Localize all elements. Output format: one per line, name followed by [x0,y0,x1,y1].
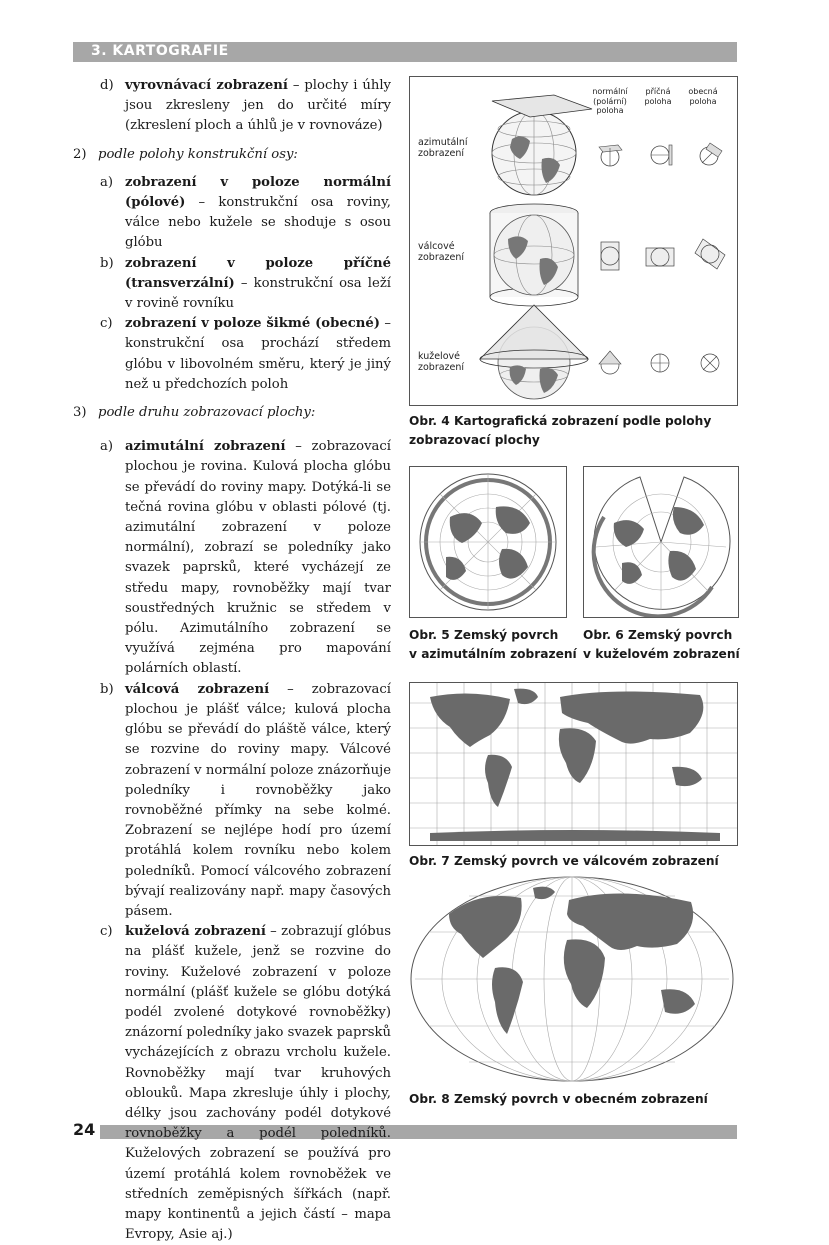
term: zobrazení v poloze normální (pólové) [125,174,391,211]
chapter-title: 3. KARTOGRAFIE [91,43,229,59]
azimuthal-normal-icon [596,141,624,169]
list-item-2b [73,254,391,315]
figure-8-oblique-map [409,874,736,1084]
term: válcová zobrazení [125,681,270,697]
list-item-3b [73,680,391,922]
item-marker: c) [100,316,113,332]
cylindrical-normal-icon [596,239,624,273]
list-item-2c [73,314,391,395]
caption-line: v azimutálním zobrazení [409,647,577,661]
section-2-heading [73,145,391,165]
figure-6-caption [583,626,743,664]
figure-8-caption: Obr. 8 Zemský povrch v obecném zobrazení [409,1092,708,1106]
page-number: 24 [73,1120,96,1139]
item-marker: c) [100,924,113,940]
definition: – zobrazují glóbus na plášť kužele, jenž se rozvine do roviny. Kuželové zobrazení v poloze normální (plášť kužele se glóbu dotýká podél zvolené dotykové rovnoběžky) znázorní poledníky jako svazek paprsků vycházejících z obrazu vrcholu kužele. Rovnoběžky mají tvar kruhových oblouků. Mapa zkresluje úhly i plochy, délky jsou zachovány podél dotykové rovnoběžky a podél poledníků. Kuželových zobrazení se používá pro území protáhlá kolem rovnoběžek ve středních zeměpisných šířkách (např. mapy kontinentů a jejich částí – mapa Evropy, Asie aj.) [125,924,392,1243]
term: zobrazení v poloze šikmé (obecné) [125,316,380,332]
figure-4-projection-table [409,76,738,406]
item-marker: b) [100,681,114,697]
definition: – konstrukční osa prochází středem glóbu v libovolném směru, který je jiný než u předchozích poloh [125,316,391,392]
caption-line: zobrazovací plochy [409,433,540,447]
figure-7-caption: Obr. 7 Zemský povrch ve válcovém zobrazení [409,854,719,868]
conic-globe-illustration [476,303,596,403]
list-item-3c [73,922,391,1245]
caption-line: Obr. 4 Kartografická zobrazení podle polohy [409,414,712,428]
section-marker: 3) [73,405,87,421]
chapter-header-bar [73,42,737,62]
definition: – zobrazovací plochou je rovina. Kulová plocha glóbu se převádí do roviny mapy. Dotýká-li se tečná rovina glóbu v oblasti pólové (tj. azimutální zobrazení v poloze normální), zobrazí se poledníky jako svazek paprsků, které vycházejí ze středu mapy, rovnoběžky mají tvar soustředných kružnic se středem v pólu. Azimutálního zobrazení se využívá zejména pro mapování polárních oblastí. [125,439,391,677]
column-header-transverse: příčná poloha [644,87,672,106]
caption-line: Obr. 5 Zemský povrch [409,628,559,642]
azimuthal-globe-illustration [482,89,602,199]
item-marker: a) [100,174,114,190]
figure-6-conic-map [583,466,739,618]
column-header-normal: normální (polární) poloha [592,87,628,115]
definition: – konstrukční osa leží v rovině rovníku [125,275,391,312]
term: kuželová zobrazení [125,924,266,940]
list-item-d [73,76,391,137]
list-item-2a [73,173,391,254]
figure-5-azimuthal-map [409,466,567,618]
figure-4-caption [409,412,739,450]
definition: – plochy i úhly jsou zkresleny jen do určité míry (zkreslení ploch a úhlů je v rovnováze) [125,78,391,134]
item-marker: b) [100,255,114,271]
cylindrical-transverse-icon [643,243,677,271]
body-text-column [73,76,391,1245]
term: zobrazení v poloze příčné (transverzální) [125,255,391,291]
section-title: podle polohy konstrukční osy: [98,146,298,162]
cylindrical-globe-illustration [482,199,592,309]
conic-transverse-icon [646,349,674,377]
azimuthal-transverse-icon [646,141,674,169]
figure-5-caption [409,626,579,664]
term: azimutální zobrazení [125,439,286,455]
figure-7-cylindrical-map [409,682,738,846]
item-marker: a) [100,439,114,455]
conic-normal-icon [596,349,624,377]
section-3-heading [73,403,391,423]
column-header-oblique: obecná poloha [688,87,718,106]
cylindrical-oblique-icon [693,237,727,271]
conic-oblique-icon [696,349,724,377]
term: vyrovnávací zobrazení [125,78,288,93]
item-marker: d) [100,78,114,93]
row-label-cylindrical: válcové zobrazení [418,241,465,263]
list-item-3a [73,437,391,679]
row-label-azimuthal: azimutální zobrazení [418,137,468,159]
azimuthal-oblique-icon [696,141,724,169]
caption-line: Obr. 6 Zemský povrch [583,628,733,642]
definition: – konstrukční osa roviny, válce nebo kužele se shoduje s osou glóbu [125,195,391,251]
section-title: podle druhu zobrazovací plochy: [98,405,316,421]
caption-line: v kuželovém zobrazení [583,647,740,661]
definition: – zobrazovací plochou je plášť válce; kulová plocha glóbu se převádí do pláště válce, který se rozvine do roviny mapy. Válcové zobrazení v normální poloze znázorňuje poledníky i rovnoběžky jako rovnoběžné přímky na sebe kolmé. Zobrazení se nejlépe hodí pro území protáhlá kolem rovníku nebo kolem poledníků. Pomocí válcového zobrazení bývají realizovány např. mapy časových pásem. [125,681,391,919]
section-marker: 2) [73,146,87,162]
row-label-conic: kuželové zobrazení [418,351,465,373]
